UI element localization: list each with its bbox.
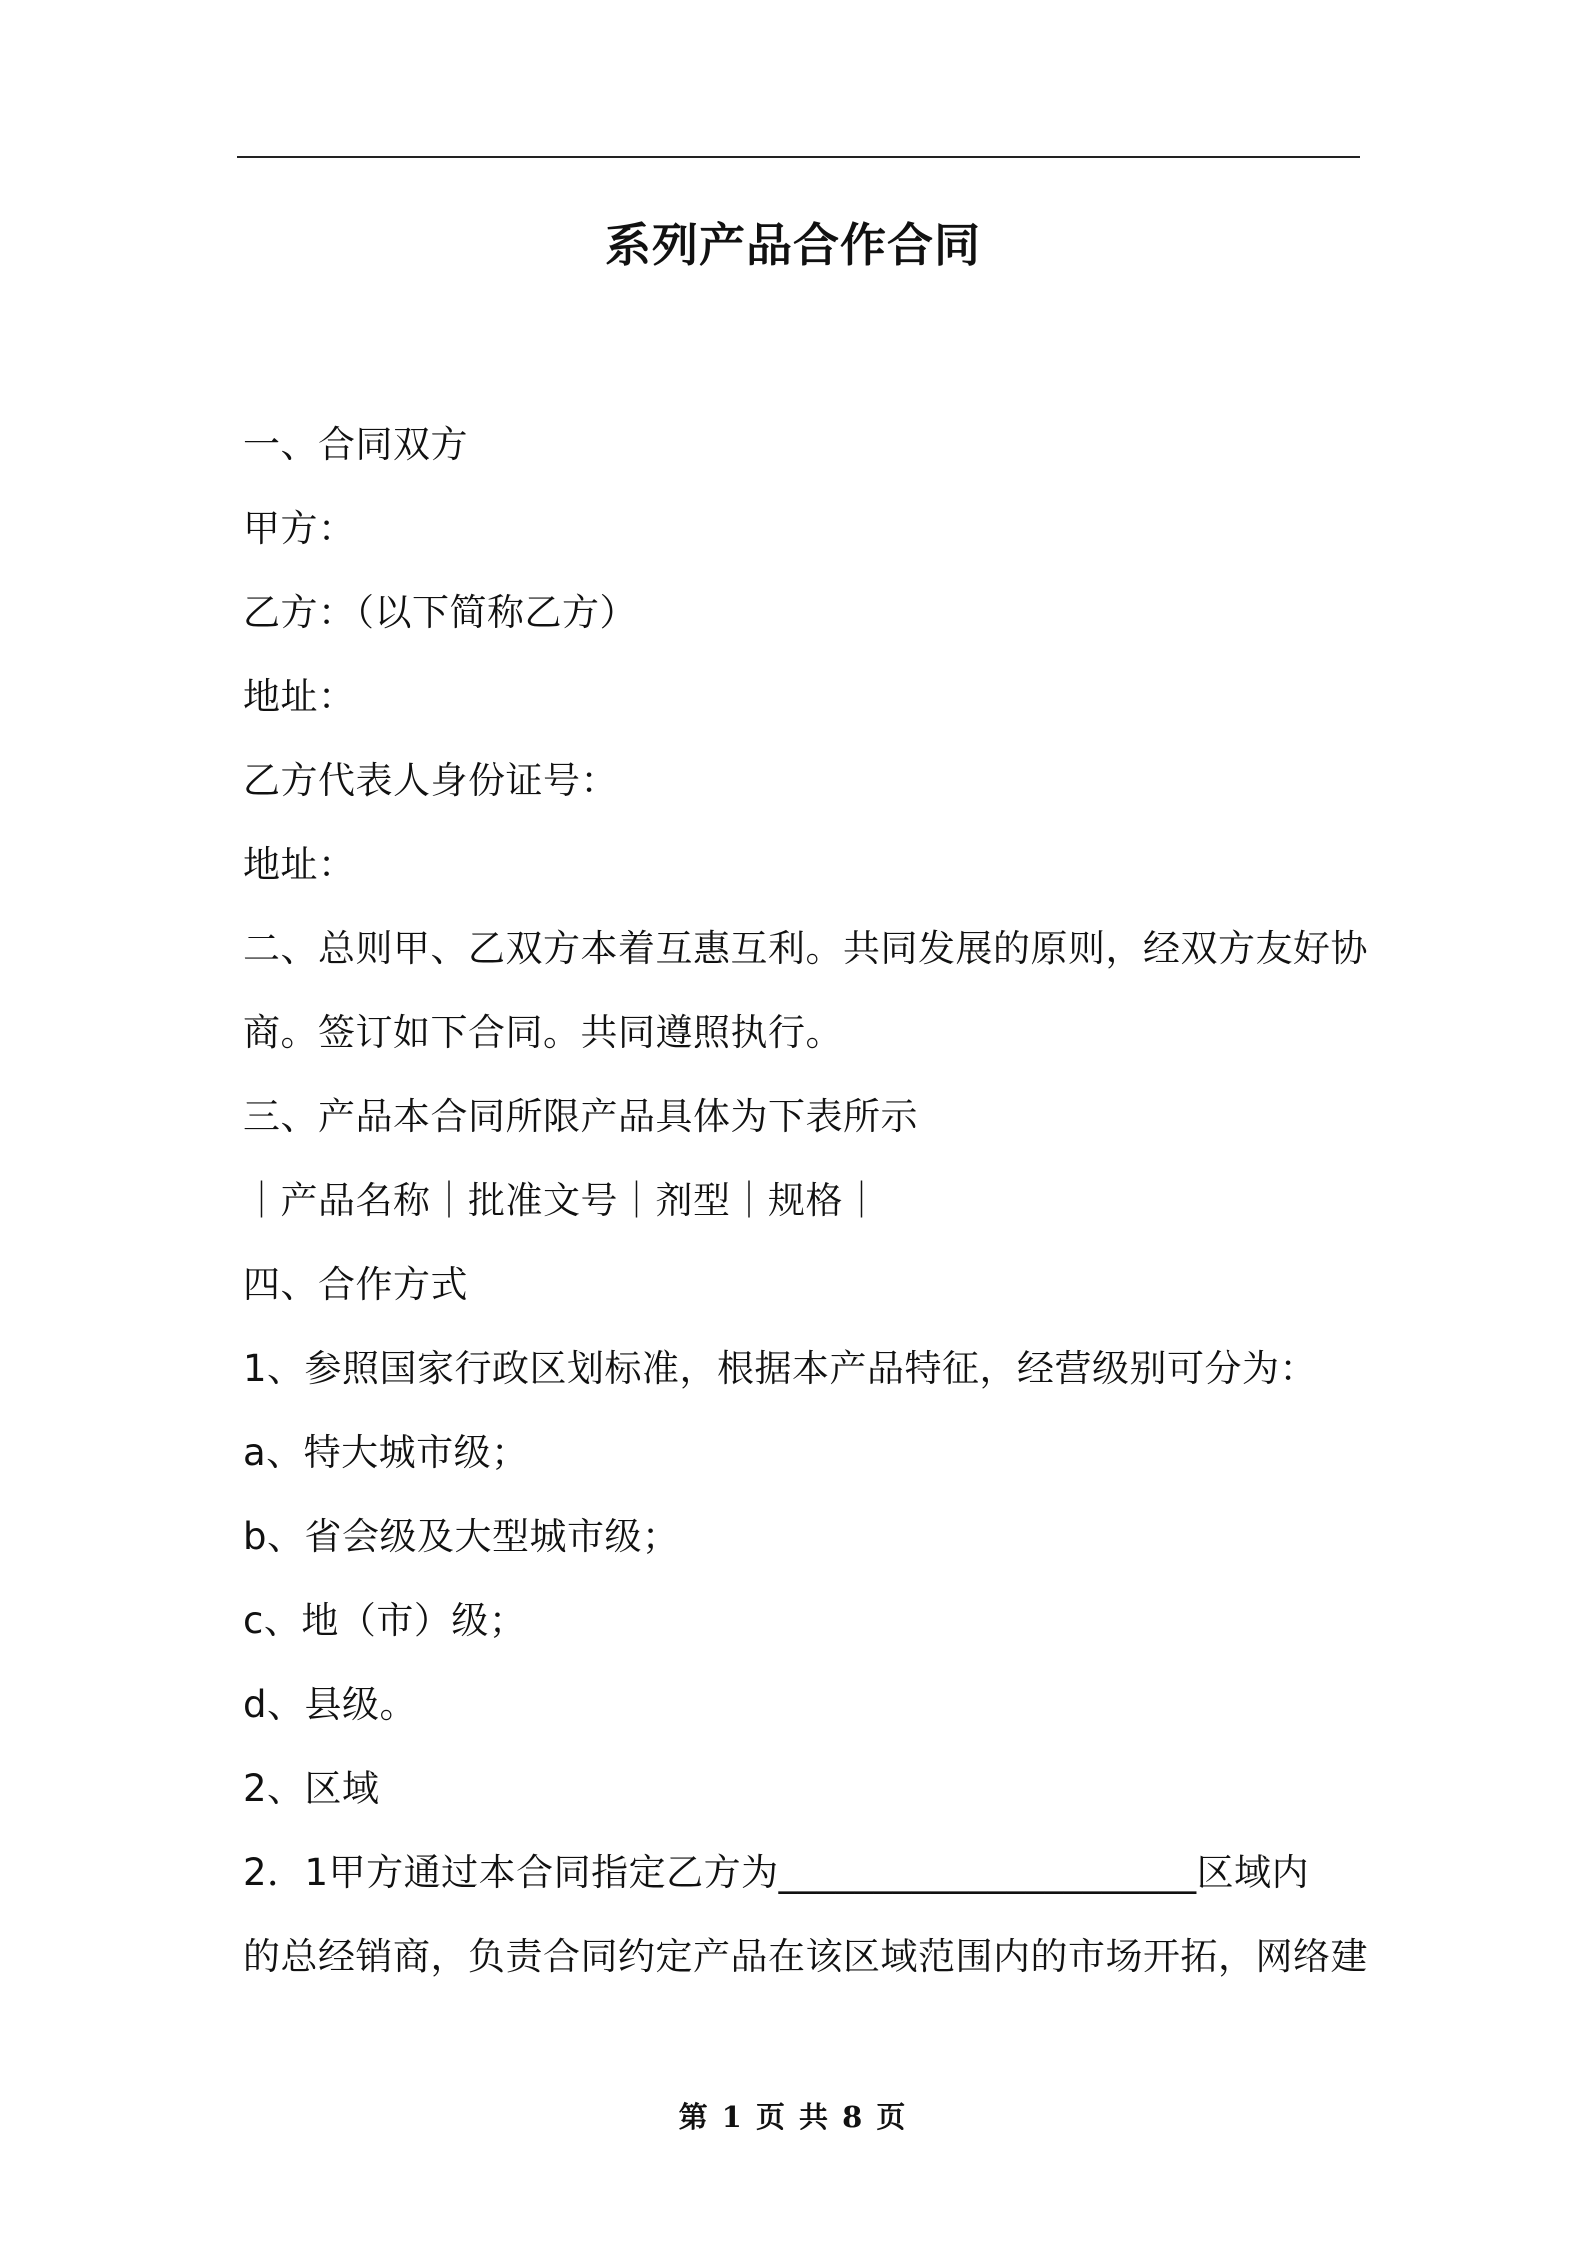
clause-1-item-a: a、特大城市级； (243, 1431, 529, 1474)
product-table-header: ｜产品名称｜批准文号｜剂型｜规格｜ (243, 1179, 881, 1222)
document-body (243, 403, 1368, 1999)
clause-2-1-cont: 的总经销商，负责合同约定产品在该区域范围内的市场开拓，网络建 (243, 1935, 1368, 1978)
general-principles-line: 二、总则甲、乙双方本着互惠互利。共同发展的原则，经双方友好协 (243, 927, 1368, 970)
document-title: 系列产品合作合同 (605, 218, 981, 272)
address-line: 地址： (243, 675, 356, 718)
page-footer: 第 1 页 共 8 页 (678, 2100, 908, 2134)
section-heading-products: 三、产品本合同所限产品具体为下表所示 (243, 1095, 918, 1138)
party-b-line: 乙方：（以下简称乙方） (243, 591, 637, 634)
clause-2-1: 2．1甲方通过本合同指定乙方为______________________区域内 (243, 1851, 1310, 1894)
party-a-line: 甲方： (243, 507, 356, 550)
clause-1-item-d: d、县级。 (243, 1683, 417, 1726)
header-rule (237, 156, 1360, 158)
address-line: 地址： (243, 843, 356, 886)
clause-1-item-b: b、省会级及大型城市级； (243, 1515, 680, 1558)
section-heading-parties: 一、合同双方 (243, 423, 468, 466)
clause-1-item-c: c、地（市）级； (243, 1599, 527, 1642)
clause-1: 1、参照国家行政区划标准，根据本产品特征，经营级别可分为： (243, 1347, 1318, 1390)
representative-id-line: 乙方代表人身份证号： (243, 759, 618, 802)
general-principles-line-cont: 商。签订如下合同。共同遵照执行。 (243, 1011, 843, 1054)
clause-2: 2、区域 (243, 1767, 380, 1810)
section-heading-cooperation: 四、合作方式 (243, 1263, 468, 1306)
